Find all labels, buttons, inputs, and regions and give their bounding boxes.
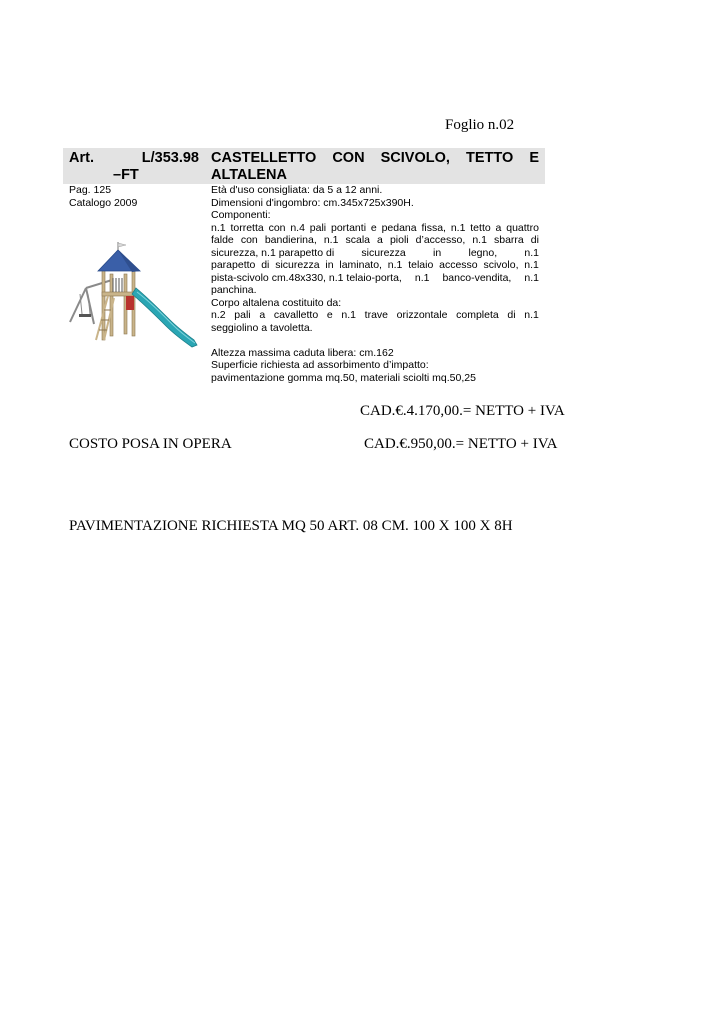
title-word: TETTO: [465, 150, 514, 166]
title-word: CASTELLETTO: [211, 150, 317, 166]
flooring-note: PAVIMENTAZIONE RICHIESTA MQ 50 ART. 08 CM. 100 X 100 X 8H: [69, 518, 513, 534]
word: di: [507, 309, 516, 321]
tower-railings: [113, 278, 122, 292]
word: n.1: [524, 259, 539, 271]
components-line: [211, 234, 539, 247]
slide: [132, 288, 197, 347]
word: in: [325, 259, 334, 271]
swing-line: [211, 309, 539, 322]
unit-price: CAD.€.4.170,00.= NETTO + IVA: [360, 403, 565, 419]
article-code: [69, 150, 199, 166]
word: sbarra: [493, 234, 524, 246]
word: portanti: [331, 221, 367, 234]
word: n.1: [524, 309, 539, 321]
article-code-suffix: –FT: [113, 167, 139, 183]
word: n.1: [524, 246, 539, 259]
word: e: [370, 221, 377, 234]
word: trave: [364, 309, 388, 321]
word: con: [240, 234, 258, 246]
article-code-number: L/353.98: [141, 150, 199, 166]
word: bandierina,: [264, 234, 317, 246]
word: n.1: [211, 221, 226, 234]
installation-price: CAD.€.950,00.= NETTO + IVA: [364, 436, 558, 452]
word: pali: [309, 221, 327, 234]
spacer: [211, 334, 539, 347]
surface-required: Superficie richiesta ad assorbimento d’impatto:: [211, 359, 429, 371]
fall-height: Altezza massima caduta libera: cm.162: [211, 346, 394, 359]
word: telaio: [408, 259, 434, 271]
article-code-label: Art.: [69, 150, 94, 166]
word: scivolo,: [483, 259, 519, 271]
word: d’accesso,: [415, 234, 466, 246]
components-line: [211, 247, 539, 260]
word: tetto: [470, 221, 491, 234]
word: orizzontale: [396, 309, 448, 321]
title-word: SCIVOLO,: [380, 150, 450, 166]
playground-tower-image: [66, 242, 200, 350]
swing-line-last: seggiolino a tavoletta.: [211, 321, 313, 334]
word: n.1: [450, 221, 466, 234]
word: sicurezza: [361, 246, 406, 259]
flag: [118, 243, 126, 247]
word: fissa,: [421, 221, 446, 234]
components-line: [211, 272, 539, 285]
word: completa: [456, 309, 499, 321]
catalog-year: Catalogo 2009: [69, 196, 138, 209]
word: parapetto: [211, 259, 256, 271]
word: torretta: [230, 221, 264, 234]
word: a: [259, 309, 266, 321]
word: banco-vendita,: [442, 271, 512, 284]
tower-panel: [126, 296, 134, 310]
components-line: [211, 222, 539, 235]
title-word: CON: [332, 150, 365, 166]
article-title-line2: ALTALENA: [211, 167, 287, 183]
article-title: [211, 150, 539, 166]
word: n.2: [211, 309, 226, 321]
swing-heading: Corpo altalena costituito da:: [211, 296, 342, 309]
word: sicurezza, n.1 parapetto di: [211, 246, 335, 259]
word: accesso: [439, 259, 478, 271]
word: di: [530, 234, 539, 246]
word: n.1: [387, 259, 403, 271]
catalog-page: Pag. 125: [69, 184, 112, 196]
title-word: E: [529, 150, 539, 166]
word: n.1: [341, 309, 356, 321]
word: di: [261, 259, 270, 271]
word: pali: [234, 309, 251, 321]
components-heading: Componenti:: [211, 209, 271, 221]
word: pista-scivolo cm.48x330, n.1 telaio-porta,: [211, 271, 402, 284]
word: a: [377, 234, 383, 246]
word: cavalletto: [273, 309, 319, 321]
word: in: [433, 246, 442, 259]
word: pedana: [381, 221, 417, 234]
word: pioli: [389, 234, 409, 246]
word: legno,: [468, 246, 498, 259]
installation-label: COSTO POSA IN OPERA: [69, 436, 232, 452]
components-line: [211, 259, 539, 272]
word: n.1: [323, 234, 339, 246]
word: a: [495, 221, 502, 234]
word: sicurezza: [275, 259, 320, 271]
word: con: [268, 221, 286, 234]
age-range: Età d'uso consigliata: da 5 a 12 anni.: [211, 184, 383, 196]
product-description: [211, 184, 539, 384]
word: n.1: [524, 271, 539, 284]
word: laminato,: [339, 259, 382, 271]
word: n.1: [414, 271, 430, 284]
word: n.4: [290, 221, 305, 234]
word: scala: [345, 234, 370, 246]
components-line-last: panchina.: [211, 284, 257, 296]
word: quattro: [506, 221, 539, 234]
word: n.1: [472, 234, 487, 246]
dimensions: Dimensioni d'ingombro: cm.345x725x390H.: [211, 196, 414, 209]
word: e: [326, 309, 333, 321]
sheet-number: Foglio n.02: [445, 117, 515, 133]
word: falde: [211, 234, 234, 246]
surface-detail: pavimentazione gomma mq.50, materiali sciolti mq.50,25: [211, 371, 476, 384]
